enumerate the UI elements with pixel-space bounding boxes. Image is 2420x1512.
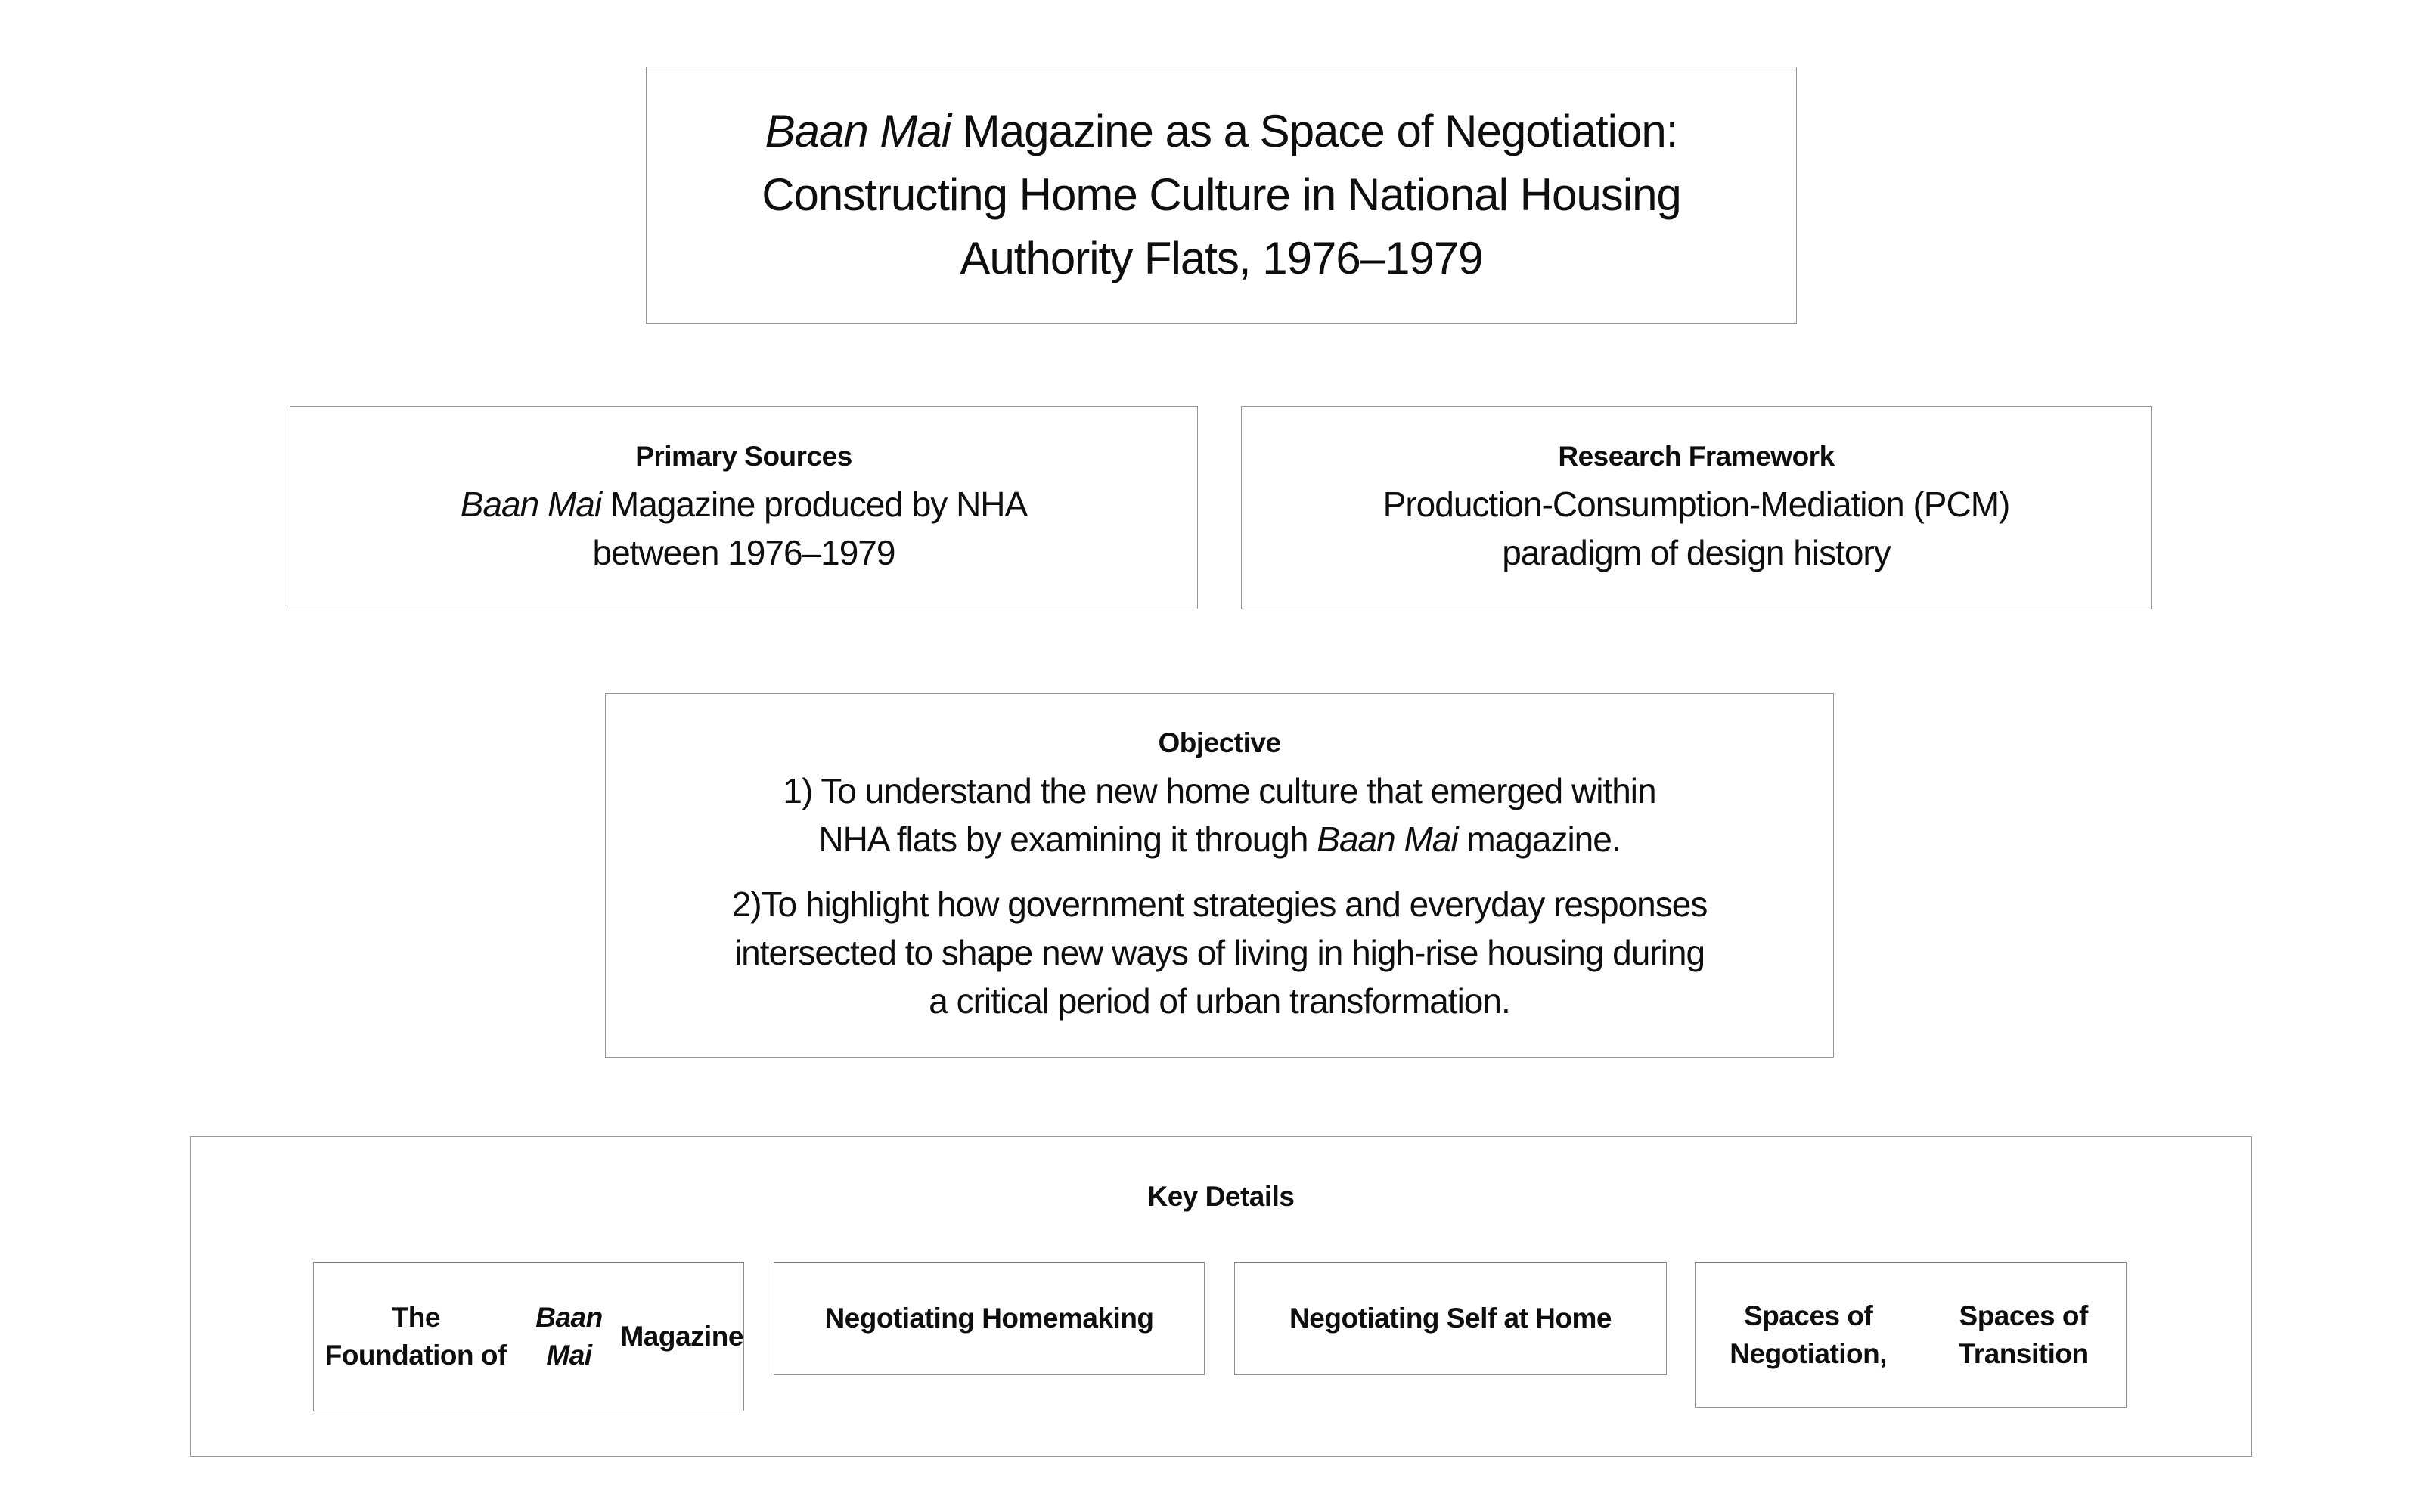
objective-point-2: 2)To highlight how government strategies and everyday responses intersected to shape new ways of living in high-rise housing during a critical period of urban transformation.	[731, 885, 1708, 1021]
key-detail-negotiating-homemaking: Negotiating Homemaking	[774, 1262, 1205, 1375]
title-box	[646, 67, 1797, 324]
primary-sources-box	[290, 406, 1198, 609]
key-detail-negotiating-self-at-home: Negotiating Self at Home	[1234, 1262, 1667, 1375]
primary-sources-body: Baan Mai Magazine produced by NHA between 1976–1979	[460, 484, 1028, 572]
key-detail-foundation-of-baan-mai-magazine: The Foundation of Baan Mai Magazine	[313, 1262, 744, 1411]
primary-sources-heading: Primary Sources	[635, 440, 852, 472]
page-title: Baan Mai Magazine as a Space of Negotiation: Constructing Home Culture in National Housing Authority Flats, 1976–1979	[762, 106, 1681, 284]
key-details-heading: Key Details	[1147, 1181, 1295, 1212]
research-framework-body: Production-Consumption-Mediation (PCM) paradigm of design history	[1382, 484, 2010, 572]
research-framework-heading: Research Framework	[1558, 440, 1835, 472]
objective-point-1: 1) To understand the new home culture that emerged within NHA flats by examining it through Baan Mai magazine.	[783, 771, 1656, 859]
research-framework-box	[1241, 406, 2152, 609]
key-details-box	[190, 1136, 2252, 1457]
key-detail-spaces-of-negotiation-transition: Spaces of Negotiation, Spaces of Transition	[1695, 1262, 2127, 1408]
objective-heading: Objective	[1158, 727, 1281, 758]
objective-box	[605, 693, 1834, 1058]
